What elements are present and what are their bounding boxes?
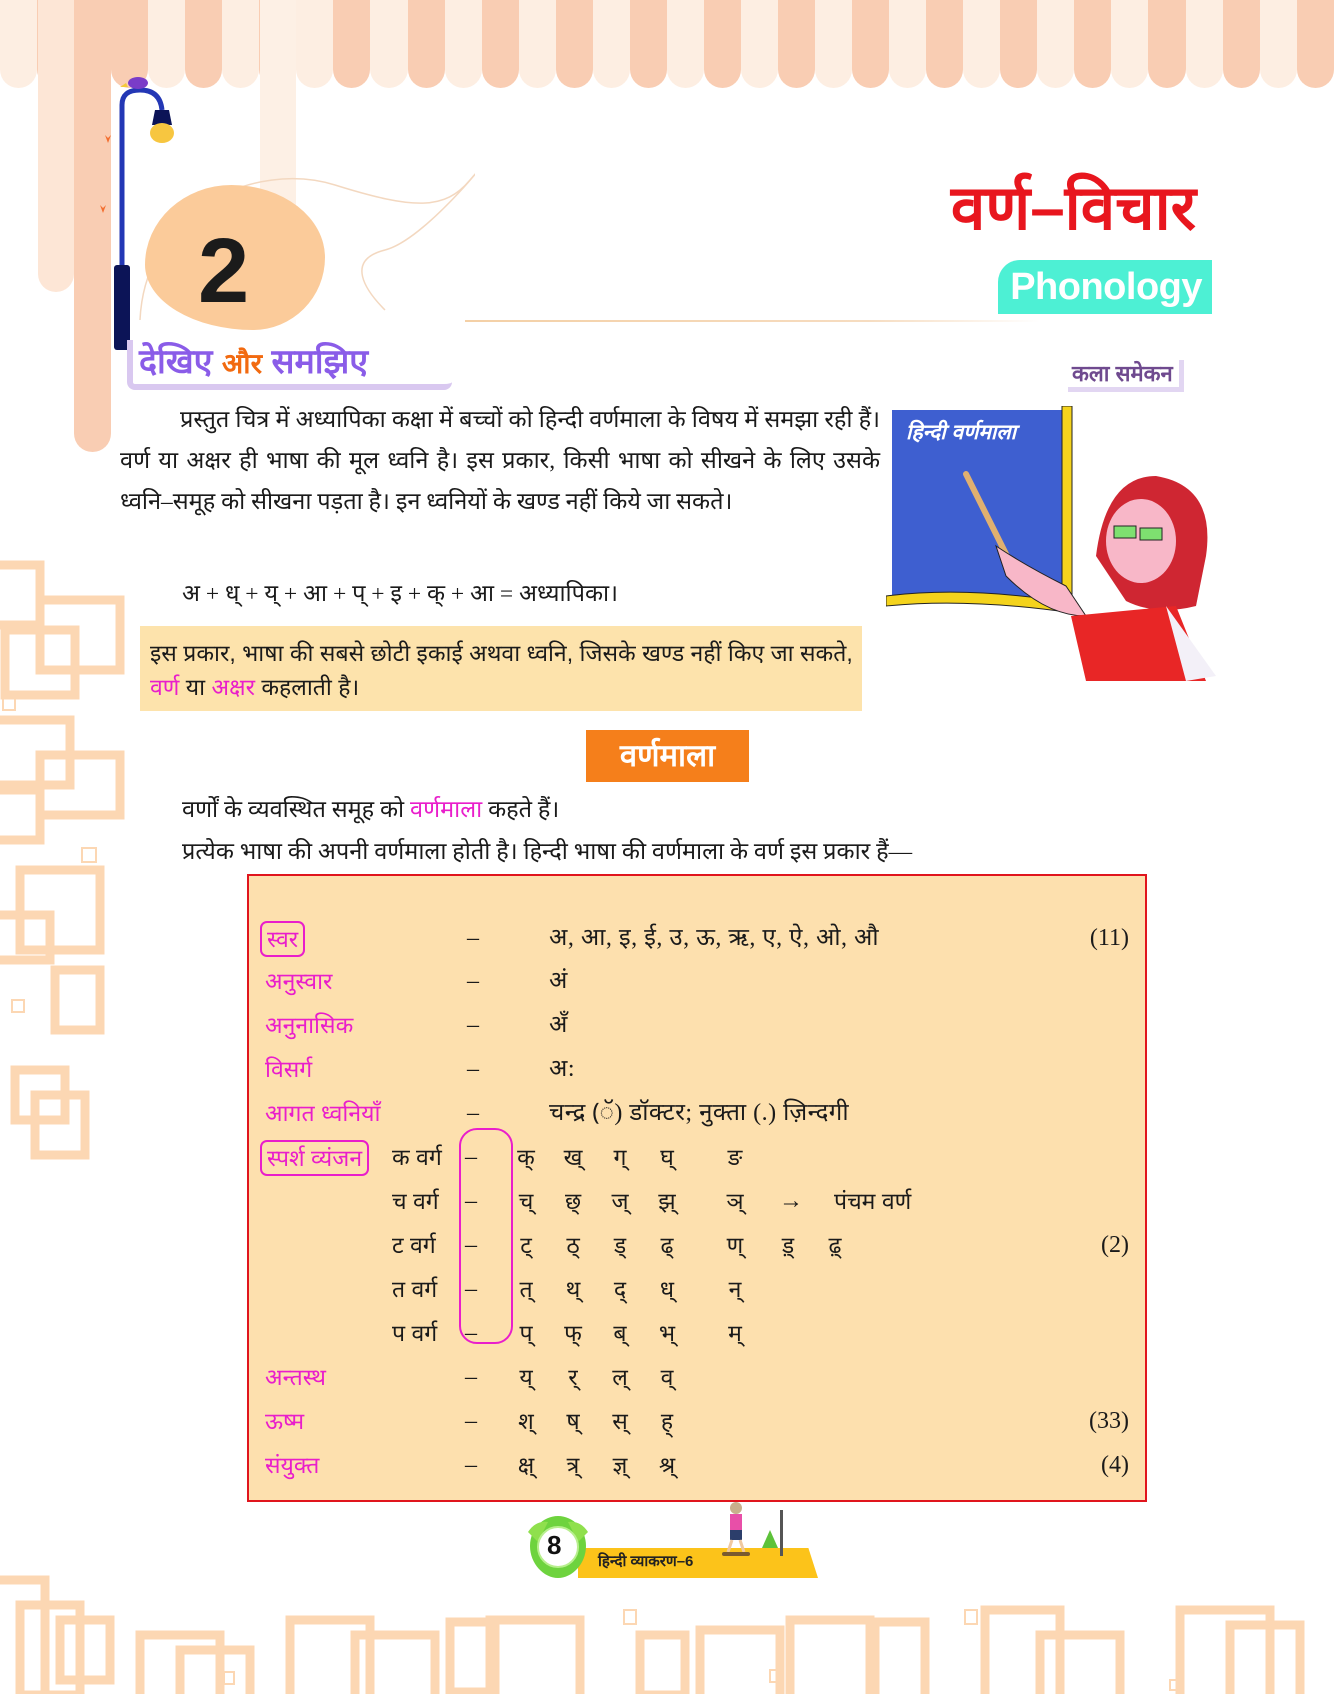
table-row — [249, 1005, 1145, 1045]
dash: – — [467, 925, 479, 951]
pancham-varna-label: पंचम वर्ण — [834, 1188, 912, 1214]
letters: अँ — [549, 1012, 568, 1038]
category-label: स्पर्श व्यंजन — [260, 1140, 369, 1176]
section-heading-part1: देखिए — [139, 343, 222, 381]
varnamala-heading: वर्णमाला — [586, 730, 749, 782]
pancham-varna-highlight-frame — [459, 1128, 513, 1344]
table-row — [249, 918, 1145, 958]
art-integration-tag: कला समेकन — [1068, 360, 1184, 392]
dash: – — [467, 1056, 479, 1082]
letter: त् — [519, 1276, 533, 1302]
table-row — [249, 1093, 1145, 1133]
dash: – — [465, 1144, 477, 1170]
top-awning-decoration — [0, 0, 1334, 90]
varnamala-def-after: कहते हैं। — [482, 797, 560, 823]
teacher-blackboard-illustration — [886, 406, 1220, 684]
letter: श् — [518, 1408, 534, 1434]
letter: क्ष् — [517, 1452, 535, 1478]
letter: ठ् — [566, 1232, 580, 1258]
letter: न् — [728, 1276, 742, 1302]
letter: ङ — [727, 1144, 743, 1170]
section-heading-part2: और — [221, 348, 263, 379]
count: (2) — [1101, 1232, 1129, 1258]
category-label: स्वर — [260, 921, 305, 957]
letter: झ् — [658, 1188, 676, 1214]
letter: ष् — [566, 1408, 580, 1434]
blackboard-label: हिन्दी वर्णमाला — [906, 421, 1017, 444]
category-label: अन्तस्थ — [265, 1364, 326, 1390]
book-title: हिन्दी व्याकरण–6 — [598, 1553, 694, 1570]
skater-boy-illustration — [718, 1500, 788, 1560]
letter: भ् — [658, 1320, 676, 1346]
alphabet-table — [247, 874, 1147, 1502]
section-heading-part3: समझिए — [262, 343, 369, 381]
letter: प् — [519, 1320, 533, 1346]
letter: श्र् — [658, 1452, 676, 1478]
dash: – — [467, 1100, 479, 1126]
category-label: ऊष्म — [265, 1408, 305, 1434]
varga-row — [249, 1225, 1145, 1265]
category-label: अनुस्वार — [265, 968, 333, 994]
letter: ह् — [660, 1408, 674, 1434]
varnamala-intro-line: प्रत्येक भाषा की अपनी वर्णमाला होती है। हिन्दी भाषा की वर्णमाला के वर्ण इस प्रकार हैं— — [182, 839, 913, 865]
letter: ज् — [611, 1188, 629, 1214]
definition-text-after: कहलाती है। — [254, 674, 360, 700]
section-heading — [127, 340, 452, 390]
definition-term-akshar: अक्षर — [211, 674, 255, 700]
table-row — [249, 1357, 1145, 1397]
letters: अ, आ, इ, ई, उ, ऊ, ऋ, ए, ऐ, ओ, औ — [549, 925, 880, 951]
letters: चन्द्र (ॅ) डॉक्टर; नुक्ता (.) ज़िन्दगी — [549, 1100, 850, 1126]
letter: क् — [517, 1144, 535, 1170]
extra-letter: ढ़् — [828, 1232, 842, 1258]
definition-text-middle: या — [179, 674, 212, 700]
category-label: संयुक्त — [265, 1452, 320, 1478]
dash: – — [467, 1012, 479, 1038]
intro-paragraph: प्रस्तुत चित्र में अध्यापिका कक्षा में बच्चों को हिन्दी वर्णमाला के विषय में समझा रही हैं। वर्ण या अक्षर ही भाषा की मूल ध्वनि है। इस प्रकार, किसी भाषा को सीखने के लिए उसके ध्वनि–समूह को सीखना पड़ता है। इन ध्वनियों के खण्ड नहीं किये जा सकते। — [120, 407, 880, 515]
count: (33) — [1089, 1408, 1129, 1434]
letter: ग् — [613, 1144, 627, 1170]
dash: – — [465, 1320, 477, 1346]
varga-row — [249, 1137, 1145, 1177]
chapter-title: वर्ण–विचार — [950, 174, 1196, 243]
count: (4) — [1101, 1452, 1129, 1478]
table-row — [249, 961, 1145, 1001]
category-label: विसर्ग — [265, 1056, 313, 1082]
varga-name: ट वर्ग — [392, 1232, 436, 1258]
dash: – — [465, 1188, 477, 1214]
letter: थ् — [565, 1276, 581, 1302]
varga-row — [249, 1269, 1145, 1309]
varnamala-def-before: वर्णों के व्यवस्थित समूह को — [182, 797, 411, 823]
letter: व् — [660, 1364, 674, 1390]
extra-letter: ड़् — [781, 1232, 795, 1258]
letter: च् — [518, 1188, 534, 1214]
letter: ध् — [659, 1276, 675, 1302]
varga-row — [249, 1181, 1145, 1221]
letter: य् — [519, 1364, 533, 1390]
letters: अ: — [549, 1056, 576, 1082]
letter: ट् — [520, 1232, 532, 1258]
letter: म् — [728, 1320, 742, 1346]
letter: ब् — [613, 1320, 627, 1346]
letter: ञ् — [726, 1188, 744, 1214]
dash: – — [465, 1452, 477, 1478]
chapter-subtitle-badge: Phonology — [998, 260, 1212, 314]
varnamala-definition — [182, 792, 559, 824]
table-row — [249, 1445, 1145, 1485]
page-number: 8 — [547, 1530, 562, 1560]
letter: द् — [613, 1276, 627, 1302]
definition-box — [140, 626, 862, 711]
varga-name: प वर्ग — [392, 1320, 438, 1346]
varga-row — [249, 1313, 1145, 1353]
definition-term-varna: वर्ण — [150, 674, 180, 700]
title-divider — [465, 320, 1040, 322]
dash: – — [465, 1408, 477, 1434]
decorative-squares-left — [0, 550, 130, 1250]
left-drape-light — [38, 0, 74, 292]
letter: छ् — [564, 1188, 582, 1214]
letter: ण् — [726, 1232, 744, 1258]
letter-equation: अ + ध् + य् + आ + प् + इ + क् + आ = अध्यापिका। — [182, 581, 619, 607]
dash: – — [465, 1232, 477, 1258]
letter: ढ् — [660, 1232, 674, 1258]
letters: अं — [549, 968, 568, 994]
letter: ड् — [613, 1232, 627, 1258]
varnamala-def-term: वर्णमाला — [410, 797, 483, 823]
count: (11) — [1089, 925, 1129, 951]
dash: – — [465, 1276, 477, 1302]
letter: स् — [612, 1408, 628, 1434]
varga-name: त वर्ग — [392, 1276, 438, 1302]
arrow-right-icon: → — [779, 1188, 803, 1214]
category-label: आगत ध्वनियाँ — [265, 1100, 381, 1126]
dash: – — [467, 968, 479, 994]
decorative-squares-bottom — [0, 1560, 1334, 1694]
letter: ख् — [563, 1144, 583, 1170]
table-row — [249, 1049, 1145, 1089]
letter: त्र् — [566, 1452, 580, 1478]
letter: घ् — [660, 1144, 674, 1170]
table-row — [249, 1401, 1145, 1441]
chapter-number: 2 — [198, 220, 250, 322]
definition-text-before: इस प्रकार, भाषा की सबसे छोटी इकाई अथवा ध्वनि, जिसके खण्ड नहीं किए जा सकते, — [150, 640, 853, 666]
letter: र् — [568, 1364, 578, 1390]
category-label: अनुनासिक — [265, 1012, 354, 1038]
varga-name: च वर्ग — [392, 1188, 439, 1214]
letter: ज्ञ् — [612, 1452, 628, 1478]
varga-name: क वर्ग — [392, 1144, 442, 1170]
letter: ल् — [612, 1364, 628, 1390]
letter: फ् — [564, 1320, 582, 1346]
dash: – — [465, 1364, 477, 1390]
